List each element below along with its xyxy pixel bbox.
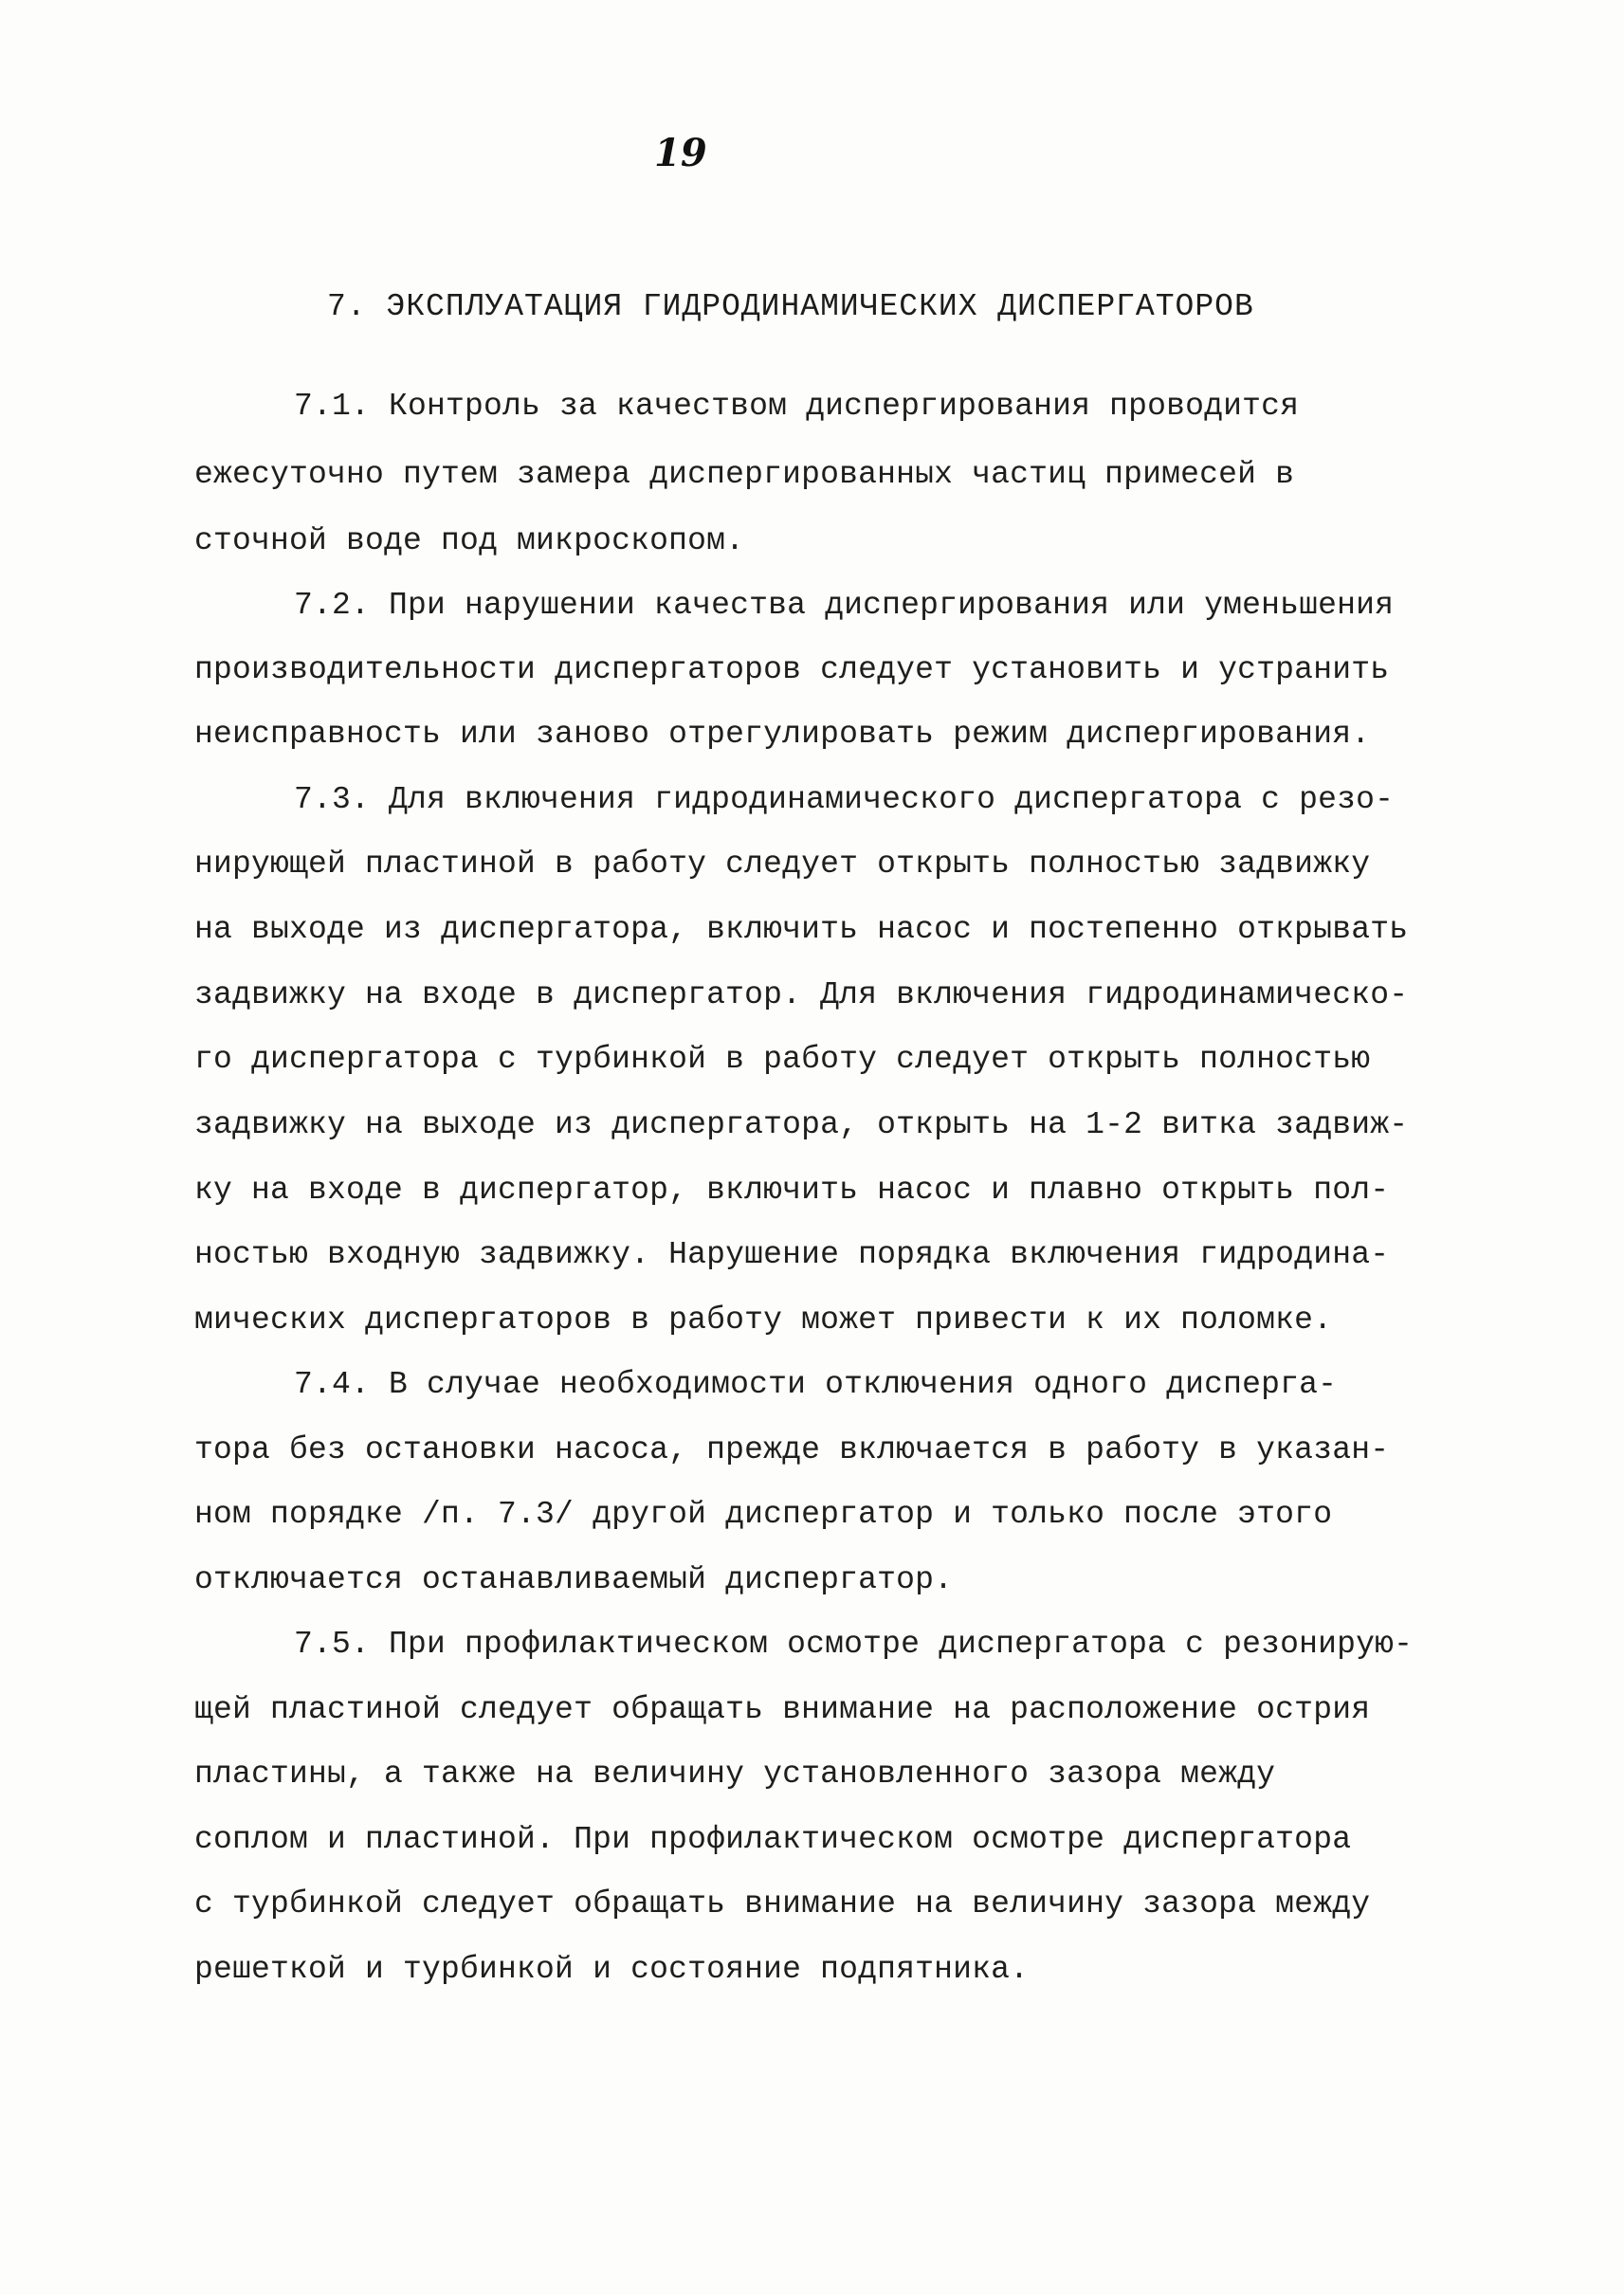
text-line: ностью входную задвижку. Нарушение порядка включения гидродина-	[194, 1237, 1390, 1272]
text-line: 7.3. Для включения гидродинамического диспергатора с резо-	[294, 782, 1395, 817]
text-line: 7.5. При профилактическом осмотре диспергатора с резонирую-	[294, 1627, 1414, 1662]
text-line: соплом и пластиной. При профилактическом осмотре диспергатора	[194, 1822, 1352, 1857]
text-line: решеткой и турбинкой и состояние подпятника.	[194, 1952, 1030, 1987]
text-line: задвижку на входе в диспергатор. Для включения гидродинамическо-	[194, 977, 1409, 1012]
text-line: 7.4. В случае необходимости отключения одного диспергa-	[294, 1367, 1338, 1402]
text-line: задвижку на выходе из диспергатора, открыть на 1-2 витка задвиж-	[194, 1107, 1409, 1142]
text-line: го диспергатора с турбинкой в работу следует открыть полностью	[194, 1042, 1371, 1077]
text-line: 7.1. Контроль за качеством диспергирования проводится	[294, 389, 1300, 424]
text-line: мических диспергаторов в работу может привести к их поломке.	[194, 1302, 1333, 1338]
text-line: пластины, а также на величину установленного зазора между	[194, 1757, 1276, 1792]
text-line: на выходе из диспергатора, включить насос и постепенно открывать	[194, 912, 1409, 947]
text-line: ежесуточно путем замера диспергированных частиц примесей в	[194, 457, 1295, 492]
text-line: тора без остановки насоса, прежде включается в работу в указан-	[194, 1432, 1390, 1467]
text-line: щей пластиной следует обращать внимание на расположение острия	[194, 1692, 1371, 1727]
text-line: производительности диспергаторов следует установить и устранить	[194, 652, 1390, 687]
section-heading: 7. ЭКСПЛУАТАЦИЯ ГИДРОДИНАМИЧЕСКИХ ДИСПЕРГАТОРОВ	[327, 289, 1254, 324]
text-line: неисправность или заново отрегулировать режим диспергирования.	[194, 717, 1371, 752]
text-line: ку на входе в диспергатор, включить насос и плавно открыть пол-	[194, 1173, 1390, 1208]
text-line: ном порядке /п. 7.3/ другой диспергатор и только после этого	[194, 1497, 1333, 1532]
text-line: сточной воде под микроскопом.	[194, 523, 745, 558]
text-line: с турбинкой следует обращать внимание на величину зазора между	[194, 1886, 1371, 1922]
text-line: отключается останавливаемый диспергатор.	[194, 1562, 954, 1597]
text-line: нирующей пластиной в работу следует открыть полностью задвижку	[194, 847, 1371, 882]
text-line: 7.2. При нарушении качества диспергирования или уменьшения	[294, 588, 1395, 623]
page-number: 19	[654, 131, 707, 175]
